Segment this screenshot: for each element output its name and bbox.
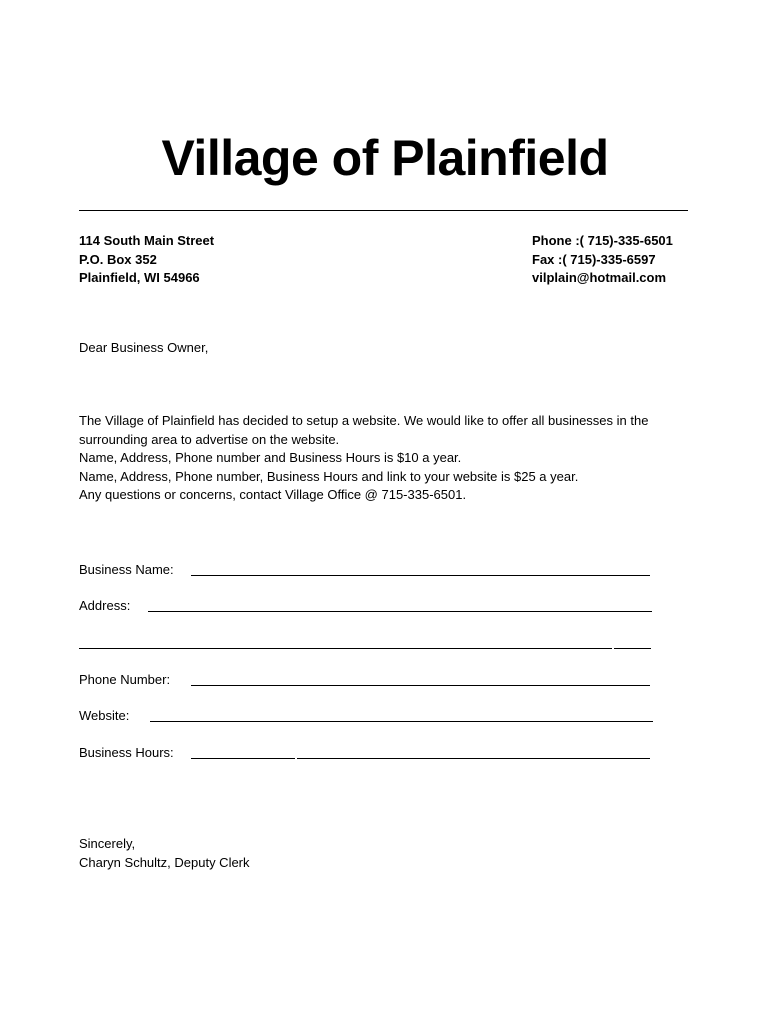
mailing-address xyxy=(79,232,214,288)
business-hours-label: Business Hours: xyxy=(79,745,174,760)
header-divider xyxy=(79,210,688,211)
address-field-line-2[interactable] xyxy=(79,648,612,649)
body-line: The Village of Plainfield has decided to setup a website. We would like to offer all businesses in the xyxy=(79,413,649,428)
address-field-line-2-end[interactable] xyxy=(614,648,651,649)
salutation: Dear Business Owner, xyxy=(79,340,209,355)
business-name-field[interactable] xyxy=(191,575,650,576)
page-title: Village of Plainfield xyxy=(161,130,609,186)
po-box: P.O. Box 352 xyxy=(79,251,157,267)
phone-number: Phone :( 715)-335-6501 xyxy=(532,233,673,248)
body-line: surrounding area to advertise on the website. xyxy=(79,431,340,447)
business-name-label: Business Name: xyxy=(79,562,174,577)
website-label: Website: xyxy=(79,708,130,723)
letter-body xyxy=(79,412,699,505)
body-line: Any questions or concerns, contact Village Office @ 715-335-6501. xyxy=(79,487,467,502)
business-hours-field[interactable] xyxy=(297,758,650,759)
phone-number-field[interactable] xyxy=(191,685,650,686)
body-line: Name, Address, Phone number and Business Hours is $10 a year. xyxy=(79,450,462,465)
phone-number-label: Phone Number: xyxy=(79,672,171,687)
city-state-zip: Plainfield, WI 54966 xyxy=(79,270,200,285)
email-address: vilplain@hotmail.com xyxy=(532,270,667,285)
body-line: Name, Address, Phone number, Business Hours and link to your website is $25 a year. xyxy=(79,468,579,484)
street-address: 114 South Main Street xyxy=(79,233,215,248)
contact-info xyxy=(532,232,673,288)
valediction: Sincerely, xyxy=(79,836,136,851)
address-field[interactable] xyxy=(148,611,652,612)
fax-number: Fax :( 715)-335-6597 xyxy=(532,251,656,267)
closing xyxy=(79,835,250,872)
business-hours-field-start[interactable] xyxy=(191,758,295,759)
address-label: Address: xyxy=(79,598,131,613)
signer-name: Charyn Schultz, Deputy Clerk xyxy=(79,854,250,870)
website-field[interactable] xyxy=(150,721,653,722)
